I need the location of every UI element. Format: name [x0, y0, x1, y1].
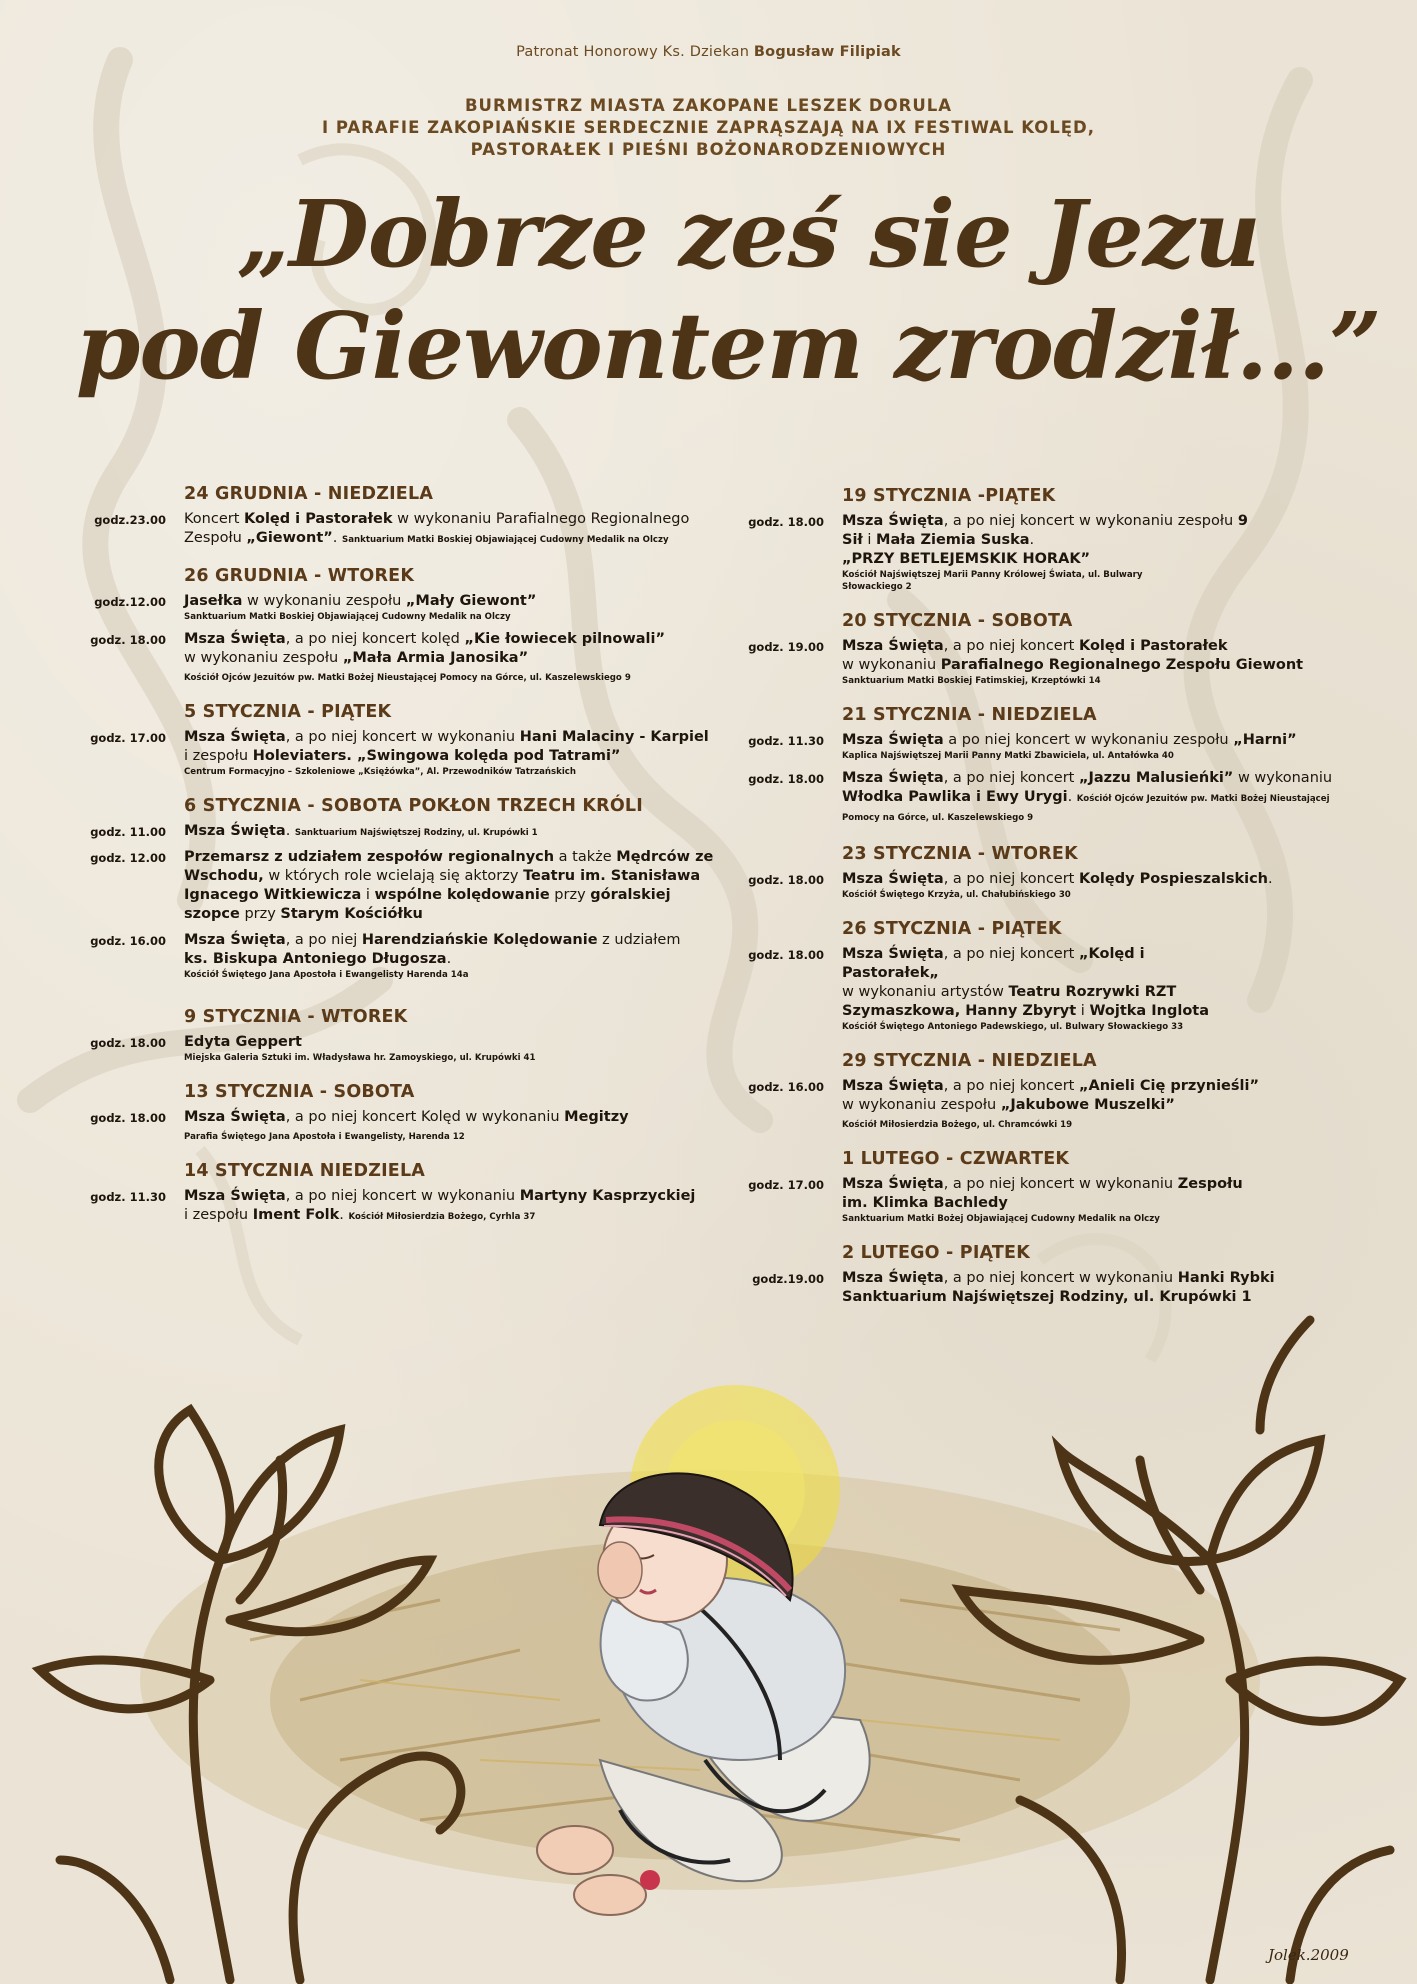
event-text — [184, 510, 730, 548]
text-bold: Kolędy Pospieszalskich — [1078, 871, 1268, 887]
event-text — [184, 822, 730, 841]
venue: Kościół Ojców Jezuitów pw. Matki Bożej Nieustającej Pomocy na Górce, ul. Kaszelewskiego 9 — [184, 673, 631, 683]
text-part: . — [1029, 532, 1035, 548]
text-bold: Edyta Geppert — [184, 1034, 302, 1050]
day-23-stycznia — [738, 844, 1338, 901]
event — [738, 1077, 1338, 1131]
text-bold: Jasełka — [184, 593, 243, 609]
event-time: godz. 11.30 — [748, 734, 824, 748]
event-time: godz. 18.00 — [90, 633, 166, 647]
text-bold: Msza Święta — [184, 932, 286, 948]
event-time: godz. 18.00 — [748, 772, 824, 786]
event-time: godz.23.00 — [94, 513, 166, 527]
event-text — [842, 637, 1338, 687]
event-time: godz. 16.00 — [90, 934, 166, 948]
venue: Kościół Miłosierdzia Bożego, Cyrhla 37 — [348, 1212, 536, 1222]
text-bold: Msza Święta — [842, 732, 944, 748]
day-title: 21 STYCZNIA - NIEDZIELA — [842, 705, 1097, 725]
text-bold: Starym Kościółku — [280, 906, 423, 922]
event-text — [842, 769, 1338, 826]
day-2-lutego — [738, 1243, 1338, 1307]
venue: Sanktuarium Matki Boskiej Objawiającej Cudowny Medalik na Olczy — [342, 535, 669, 545]
day-13-stycznia — [80, 1082, 730, 1143]
venue: Sanktuarium Matki Bożej Objawiającej Cudowny Medalik na Olczy — [842, 1214, 1160, 1224]
text-part: i zespołu — [184, 748, 253, 764]
event-time: godz. 18.00 — [90, 1111, 166, 1125]
text-bold: Hanki Rybki — [1177, 1270, 1275, 1286]
event-time: godz.12.00 — [94, 595, 166, 609]
text-bold: Msza Święta — [842, 946, 944, 962]
patron-name: Bogusław Filipiak — [753, 44, 901, 60]
text-part: , a po niej koncert Kolęd w wykonaniu — [285, 1109, 565, 1125]
title-line-2: pod Giewontem zrodził...” — [76, 292, 1381, 400]
day-title: 1 LUTEGO - CZWARTEK — [842, 1149, 1070, 1169]
text-part: , a po niej koncert kolęd — [285, 631, 465, 647]
event-time: godz. 18.00 — [748, 948, 824, 962]
text-bold: „PRZY BETLEJEMSKIK HORAK” — [842, 551, 1091, 567]
event — [80, 510, 730, 548]
event-text — [842, 870, 1338, 901]
event-time: godz. 17.00 — [748, 1178, 824, 1192]
text-bold: Teatru Rozrywki RZT Szymaszkowa, Hanny Zbyryt — [842, 984, 1177, 1019]
text-part: , a po niej koncert w wykonaniu — [943, 1176, 1178, 1192]
text-bold: 9 Sił — [842, 513, 1248, 548]
text-bold: Przemarsz z udziałem zespołów regionalnych — [184, 849, 555, 865]
event-time: godz. 18.00 — [90, 1036, 166, 1050]
day-title: 5 STYCZNIA - PIĄTEK — [184, 702, 392, 722]
event-text — [184, 630, 730, 684]
text-bold: Harendziańskie Kolędowanie — [361, 932, 598, 948]
event-text — [184, 848, 730, 924]
venue: Kościół Świętego Antoniego Padewskiego, ul. Bulwary Słowackiego 33 — [842, 1022, 1184, 1032]
text-bold: Msza Święta — [184, 1109, 286, 1125]
text-bold: Msza Święta — [184, 729, 286, 745]
text-bold: Mędrców ze Wschodu, — [184, 849, 714, 884]
text-part: w wykonaniu zespołu — [242, 593, 406, 609]
text-bold: Sanktuarium Najświętszej Rodziny, ul. Krupówki 1 — [842, 1289, 1252, 1305]
event-text — [184, 1033, 730, 1064]
lily-right — [960, 1320, 1400, 1980]
event — [80, 931, 730, 981]
event-time: godz. 11.00 — [90, 825, 166, 839]
text-part: , a po niej koncert — [943, 638, 1079, 654]
event-time: godz. 17.00 — [90, 731, 166, 745]
festival-title — [0, 178, 1417, 402]
event — [80, 1033, 730, 1064]
text-bold: „Kie łowiecek pilnowali” — [464, 631, 666, 647]
event — [738, 637, 1338, 687]
text-part: , a po niej koncert — [943, 871, 1079, 887]
text-part: . — [446, 951, 452, 967]
day-title: 13 STYCZNIA - SOBOTA — [184, 1082, 415, 1102]
event — [80, 1187, 730, 1225]
event-time: godz. 16.00 — [748, 1080, 824, 1094]
text-bold: Kolęd i Pastorałek — [244, 511, 393, 527]
text-bold: Msza Święta — [842, 871, 944, 887]
text-part: a także — [554, 849, 617, 865]
schedule-right-column — [738, 486, 1338, 1325]
event-time: godz.19.00 — [752, 1272, 824, 1286]
event-text — [842, 1077, 1338, 1131]
event-text — [842, 731, 1338, 762]
invitation-text — [0, 95, 1417, 161]
venue: Sanktuarium Matki Boskiej Fatimskiej, Krzeptówki 14 — [842, 676, 1101, 686]
text-bold: góralskiej szopce — [184, 887, 671, 922]
event — [80, 592, 730, 623]
invitation-line-3: PASTORAŁEK I PIEŚNI BOŻONARODZENIOWYCH — [470, 140, 947, 159]
event — [738, 870, 1338, 901]
event-text — [184, 1187, 730, 1225]
text-bold: Mała Ziemia Suska — [876, 532, 1030, 548]
text-part: Koncert — [184, 511, 244, 527]
text-part: , a po niej koncert — [943, 1078, 1079, 1094]
text-bold: Msza Święta — [842, 1270, 944, 1286]
day-title: 19 STYCZNIA -PIĄTEK — [842, 486, 1056, 506]
text-part: , a po niej koncert w wykonaniu zespołu — [943, 513, 1238, 529]
venue: Kaplica Najświętszej Marii Panny Matki Zbawiciela, ul. Antałówka 40 — [842, 751, 1174, 761]
venue: Kościół Świętego Jana Apostoła i Ewangelisty Harenda 14a — [184, 970, 469, 980]
text-part: w wykonaniu zespołu — [184, 650, 343, 666]
text-bold: Iment Folk — [252, 1207, 340, 1223]
day-5-stycznia — [80, 702, 730, 778]
text-bold: Zespołu im. Klimka Bachledy — [842, 1176, 1243, 1211]
venue: Miejska Galeria Sztuki im. Władysława hr. Zamoyskiego, ul. Krupówki 41 — [184, 1053, 536, 1063]
day-title: 20 STYCZNIA - SOBOTA — [842, 611, 1073, 631]
text-part: w wykonaniu — [842, 657, 941, 673]
event — [738, 945, 1338, 1033]
text-part: z udziałem — [597, 932, 681, 948]
venue: Kościół Miłosierdzia Bożego, ul. Chramcówki 19 — [842, 1120, 1073, 1130]
event — [80, 630, 730, 684]
event-text — [184, 1108, 730, 1143]
text-part: w wykonaniu artystów — [842, 984, 1009, 1000]
event-time: godz. 11.30 — [90, 1190, 166, 1204]
text-bold: Włodka Pawlika i Ewy Urygi — [842, 789, 1068, 805]
day-9-stycznia — [80, 1007, 730, 1064]
event — [738, 769, 1338, 826]
day-title: 14 STYCZNIA NIEDZIELA — [184, 1161, 426, 1181]
text-bold: Msza Święta — [184, 1188, 286, 1204]
event-time: godz. 18.00 — [748, 873, 824, 887]
text-bold: Msza Święta — [184, 631, 286, 647]
event — [80, 728, 730, 778]
day-title: 2 LUTEGO - PIĄTEK — [842, 1243, 1030, 1263]
day-26-grudnia — [80, 566, 730, 684]
venue: Kościół Ojców Jezuitów pw. Matki Bożej Nieustającej Pomocy na Górce, ul. Kaszelewskiego 9 — [842, 794, 1330, 823]
text-part: . — [285, 823, 295, 839]
event — [80, 1108, 730, 1143]
text-bold: „Kolęd i Pastorałek„ — [842, 946, 1145, 981]
event-text — [842, 512, 1262, 593]
text-part: . — [332, 530, 343, 546]
title-line-1: „Dobrze ześ sie Jezu — [237, 180, 1260, 288]
venue: Kościół Najświętszej Marii Panny Królowej Świata, ul. Bulwary Słowackiego 2 — [842, 570, 1143, 592]
text-part: . — [1067, 789, 1077, 805]
day-24-grudnia — [80, 484, 730, 548]
text-bold: Msza Święta — [842, 638, 944, 654]
text-bold: Parafialnego Regionalnego Zespołu Giewont — [940, 657, 1304, 673]
text-bold: „Jazzu Malusieńki” — [1078, 770, 1234, 786]
event-text — [184, 592, 730, 623]
text-part: i zespołu — [184, 1207, 253, 1223]
text-part: . — [1268, 871, 1273, 887]
day-19-stycznia — [738, 486, 1338, 593]
day-title: 6 STYCZNIA - SOBOTA POKŁON TRZECH KRÓLI — [184, 796, 643, 816]
text-part: , a po niej koncert w wykonaniu — [943, 1270, 1178, 1286]
schedule-left-column — [80, 484, 730, 1243]
text-bold: Wojtka Inglota — [1089, 1003, 1210, 1019]
event — [80, 848, 730, 924]
invitation-line-1: BURMISTRZ MIASTA ZAKOPANE LESZEK DORULA — [464, 96, 952, 115]
text-bold: Msza Święta — [842, 513, 944, 529]
day-title: 23 STYCZNIA - WTOREK — [842, 844, 1078, 864]
text-part: w wykonaniu Parafialnego Regionalnego Zespołu — [184, 511, 690, 546]
text-bold: Msza Święta — [842, 770, 944, 786]
text-bold: Msza Święta — [842, 1078, 944, 1094]
text-bold: Msza Święta — [184, 823, 286, 839]
text-part: . — [339, 1207, 349, 1223]
text-bold: Holeviaters. „Swingowa kolęda pod Tatrami” — [252, 748, 621, 764]
day-title: 26 GRUDNIA - WTOREK — [184, 566, 415, 586]
day-14-stycznia — [80, 1161, 730, 1225]
event-text — [184, 728, 730, 778]
text-bold: „Giewont” — [246, 530, 333, 546]
text-bold: Hani Malaciny - Karpiel — [519, 729, 709, 745]
event-text — [842, 1269, 1338, 1307]
venue: Sanktuarium Najświętszej Rodziny, ul. Krupówki 1 — [294, 828, 538, 838]
text-part: , a po niej koncert — [943, 946, 1079, 962]
text-part: i — [361, 887, 375, 903]
invitation-line-2: I PARAFIE ZAKOPIAŃSKIE SERDECZNIE ZAPRĄSZAJĄ NA IX FESTIWAL KOLĘD, — [321, 118, 1096, 137]
text-bold: Teatru im. Stanisława Ignacego Witkiewicza — [184, 868, 701, 903]
text-bold: „Mała Armia Janosika” — [342, 650, 529, 666]
event — [738, 1175, 1338, 1225]
event — [738, 731, 1338, 762]
day-6-stycznia — [80, 796, 730, 981]
text-part: przy — [549, 887, 591, 903]
event — [738, 512, 1338, 593]
text-part: , a po niej koncert — [943, 770, 1079, 786]
day-26-stycznia — [738, 919, 1338, 1033]
event — [80, 822, 730, 841]
text-part: w wykonaniu — [1233, 770, 1333, 786]
text-part: i — [862, 532, 877, 548]
text-part: , a po niej koncert w wykonaniu — [285, 1188, 520, 1204]
text-bold: „Jakubowe Muszelki” — [1000, 1097, 1175, 1113]
text-part: w których role wcielają się aktorzy — [263, 868, 524, 884]
patron-line — [0, 44, 1417, 60]
venue: Centrum Formacyjno – Szkoleniowe „Księżówka”, Al. Przewodników Tatrzańskich — [184, 767, 576, 777]
venue: Kościół Świętego Krzyża, ul. Chałubińskiego 30 — [842, 890, 1071, 900]
text-bold: Kolęd i Pastorałek — [1078, 638, 1228, 654]
event-text — [184, 931, 730, 981]
text-bold: Martyny Kasprzyckiej — [519, 1188, 696, 1204]
patron-prefix: Patronat Honorowy Ks. Dziekan — [516, 44, 750, 60]
text-bold: ks. Biskupa Antoniego Długosza — [184, 951, 447, 967]
artist-signature: Jolek.2009 — [1268, 1946, 1349, 1964]
day-29-stycznia — [738, 1051, 1338, 1131]
day-1-lutego — [738, 1149, 1338, 1225]
day-title: 9 STYCZNIA - WTOREK — [184, 1007, 408, 1027]
venue: Sanktuarium Matki Boskiej Objawiającej Cudowny Medalik na Olczy — [184, 612, 511, 622]
text-part: , a po niej koncert w wykonaniu — [285, 729, 520, 745]
day-title: 29 STYCZNIA - NIEDZIELA — [842, 1051, 1097, 1071]
text-part: w wykonaniu zespołu — [842, 1097, 1001, 1113]
text-part: przy — [239, 906, 281, 922]
event-time: godz. 12.00 — [90, 851, 166, 865]
text-bold: wspólne kolędowanie — [374, 887, 550, 903]
event-time: godz. 19.00 — [748, 640, 824, 654]
day-title: 24 GRUDNIA - NIEDZIELA — [184, 484, 434, 504]
event — [738, 1269, 1338, 1307]
event-text — [842, 945, 1242, 1033]
event-time: godz. 18.00 — [748, 515, 824, 529]
text-bold: „Harni” — [1233, 732, 1297, 748]
text-part: a po niej koncert w wykonaniu zespołu — [943, 732, 1234, 748]
day-21-stycznia — [738, 705, 1338, 826]
text-bold: Msza Święta — [842, 1176, 944, 1192]
venue: Parafia Świętego Jana Apostoła i Ewangelisty, Harenda 12 — [184, 1132, 465, 1142]
text-bold: Megitzy — [564, 1109, 629, 1125]
text-bold: „Anieli Cię przynieśli” — [1078, 1078, 1259, 1094]
day-title: 26 STYCZNIA - PIĄTEK — [842, 919, 1062, 939]
event-text — [842, 1175, 1272, 1225]
text-part: i — [1076, 1003, 1090, 1019]
day-20-stycznia — [738, 611, 1338, 687]
text-bold: „Mały Giewont” — [405, 593, 537, 609]
text-part: , a po niej — [285, 932, 362, 948]
